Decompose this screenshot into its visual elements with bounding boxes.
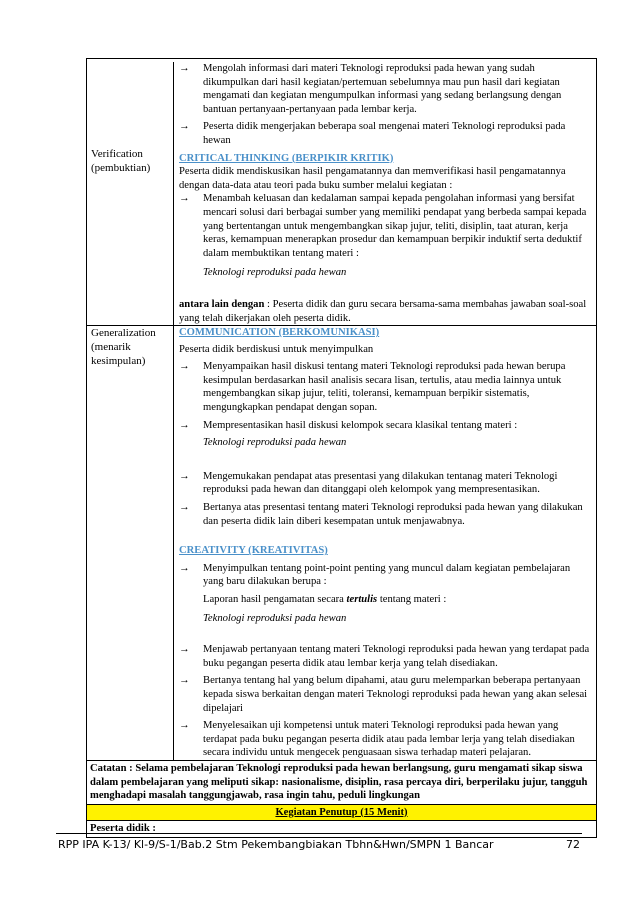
paragraph: antara lain dengan : Peserta didik dan guru secara bersama-sama membahas jawaban soal-soal yang telah dikerjakan oleh peserta didik.: [179, 298, 587, 324]
arrow-icon: →: [179, 470, 190, 482]
students-label: Peserta didik :: [87, 820, 596, 837]
generalization-label: Generalization: [91, 327, 156, 340]
footer-divider: [56, 833, 582, 834]
list-item: → Mengemukakan pendapat atas presentasi yang dilakukan tentanag materi Teknologi reproduksi pada hewan dan ditanggapi oleh kelompok yang mempresentasikan.: [179, 470, 558, 496]
arrow-icon: →: [179, 193, 190, 205]
topic-text: Teknologi reproduksi pada hewan: [203, 267, 347, 279]
list-item: → Bertanya tentang hal yang belum dipahami, atau guru melemparkan beberapa pertanyaan kepada siswa berkaitan dengan materi Teknologi reproduksi pada hewan yang akan selesai dipelajari: [179, 675, 588, 714]
arrow-icon: →: [179, 644, 190, 656]
list-item: → Menyimpulkan tentang point-point penting yang muncul dalam kegiatan pembelajaran yang baru dilakukan berupa :: [179, 562, 571, 588]
section-heading-critical-thinking: CRITICAL THINKING (BERPIKIR KRITIK): [179, 152, 394, 164]
closing-activity-header: Kegiatan Penutup (15 Menit): [87, 804, 596, 821]
verification-label-cell: [87, 62, 174, 325]
lesson-plan-table: [86, 58, 597, 838]
list-item: → Mengolah informasi dari materi Teknologi reproduksi pada hewan yang sudah dikumpulkan dari hasil kegiatan/pertemuan sebelumnya mau pun hasil dari kegiatan mengamati dan kegiatan mengumpulkan informasi yang sedang berlangsung dengan bantuan pertanyaan-pertanyaan pada lembar kerja.: [179, 63, 562, 115]
arrow-icon: →: [179, 121, 190, 133]
list-item: → Bertanya atas presentasi tentang materi Teknologi reproduksi pada hewan yang dilakukan dan peserta didik lain diberi kesempatan untuk menjawabnya.: [179, 502, 583, 527]
verification-row: [87, 62, 596, 325]
arrow-icon: →: [179, 361, 190, 373]
verification-content: [174, 62, 596, 325]
arrow-icon: →: [179, 562, 190, 574]
list-item: → Menjawab pertanyaan tentang materi Teknologi reproduksi pada hewan yang terdapat pada buku pegangan peserta didik atau lembar kerja yang telah disediakan.: [179, 644, 590, 669]
generalization-content: [174, 326, 596, 760]
paragraph: Laporan hasil pengamatan secara tertulis tentang materi :: [203, 594, 447, 605]
arrow-icon: →: [179, 720, 190, 732]
section-heading-communication: COMMUNICATION (BERKOMUNIKASI): [179, 327, 380, 339]
list-item: → Mempresentasikan hasil diskusi kelompok secara klasikal tentang materi :: [179, 419, 518, 431]
arrow-icon: →: [179, 419, 190, 431]
arrow-icon: →: [179, 675, 190, 687]
page-footer: [58, 838, 580, 851]
verification-sublabel: (pembuktian): [91, 162, 151, 174]
paragraph: Peserta didik berdiskusi untuk menyimpulkan: [179, 343, 374, 355]
arrow-icon: →: [179, 502, 190, 514]
footer-text: RPP IPA K-13/ Kl-9/S-1/Bab.2 Stm Pekembangbiakan Tbhn&Hwn/SMPN 1 Bancar: [58, 838, 494, 851]
generalization-row: [87, 325, 596, 760]
list-item: → Menyelesaikan uji kompetensi untuk materi Teknologi reproduksi pada hewan yang terdapat pada buku pegangan peserta didik atau pada lembar lerja yang telah disediakan secara individu untuk mengecek penguasaan siswa terhadap materi pelajaran.: [179, 720, 575, 759]
list-item: → Menyampaikan hasil diskusi tentang materi Teknologi reproduksi pada hewan berupa kesimpulan berdasarkan hasil analisis secara lisan, tertulis, atau media lainnya untuk mengembangkan sikap jujur, teliti, toleransi, kemampuan berpikir sistematis, mengungkapkan pendapat dengan sopan.: [179, 361, 566, 414]
list-item: → Peserta didik mengerjakan beberapa soal mengenai materi Teknologi reproduksi pada hewan: [179, 121, 566, 146]
section-heading-creativity: CREATIVITY (KREATIVITAS): [179, 545, 328, 557]
paragraph: Peserta didik mendiskusikan hasil pengamatannya dan memverifikasi hasil pengamatannya dengan data-data atau teori pada buku sumber melalui kegiatan :: [179, 166, 566, 191]
topic-text: Teknologi reproduksi pada hewan: [203, 437, 347, 449]
list-item: → Menambah keluasan dan kedalaman sampai kepada pengolahan informasi yang bersifat mencari solusi dari berbagai sumber yang memiliki pendapat yang berbeda sampai kepada yang bertentangan untuk mengembangkan sikap jujur, teliti, disiplin, taat aturan, kerja keras, kemampuan menerapkan prosedur dan kemampuan berpikir induktif serta deduktif dalam membuktikan tentang materi :: [179, 193, 587, 259]
verification-label: Verification: [91, 148, 143, 160]
arrow-icon: →: [179, 63, 190, 74]
page-number: 72: [566, 838, 580, 851]
topic-text: Teknologi reproduksi pada hewan: [203, 612, 347, 624]
teacher-note: Catatan : Selama pembelajaran Teknologi reproduksi pada hewan berlangsung, guru mengamati sikap siswa dalam pembelajaran yang meliputi sikap: nasionalisme, disiplin, rasa percaya diri, berperilaku jujur, tangguh menghadapi masalah tanggungjawab, rasa ingin tahu, peduli lingkungan: [87, 760, 596, 804]
generalization-label-cell: Generalization (menarik kesimpulan): [87, 326, 174, 760]
